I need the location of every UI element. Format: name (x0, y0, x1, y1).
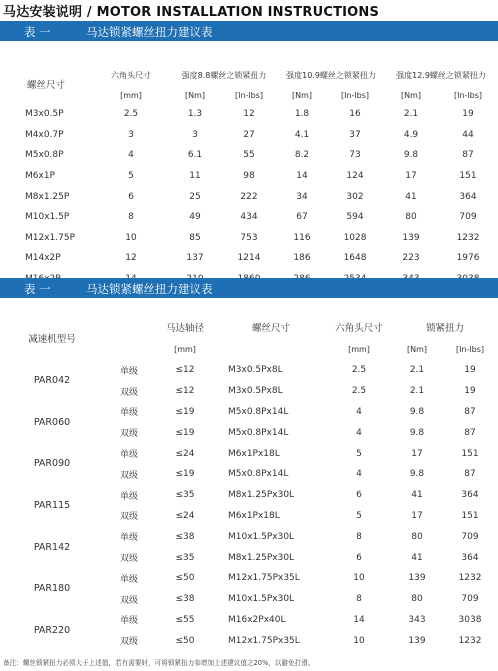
value-cell: 49 (189, 212, 201, 223)
value-cell: 223 (402, 253, 420, 264)
unit-cell: [Nm] (401, 91, 422, 100)
value-cell: ≤35 (175, 552, 195, 563)
value-cell: ≤24 (175, 448, 195, 459)
col-screw-header: 螺丝尺寸 (251, 323, 290, 334)
value-cell: 14 (296, 171, 308, 182)
value-cell: 1232 (456, 232, 480, 243)
value-cell: 73 (349, 150, 361, 161)
value-cell: 41 (405, 191, 417, 202)
value-cell: ≤12 (175, 365, 195, 376)
value-cell: 27 (243, 129, 255, 140)
value-cell: 25 (189, 191, 201, 202)
unit-cell: [In-lbs] (454, 91, 483, 100)
stage-cell: 单级 (119, 616, 138, 627)
value-cell: 8 (128, 212, 134, 223)
stage-cell: 单级 (119, 574, 138, 585)
value-cell: 222 (240, 191, 258, 202)
value-cell: 151 (461, 448, 479, 459)
screw-size-cell: M16x2Px40L (228, 614, 286, 625)
section1-header-bar (0, 21, 498, 41)
value-cell: 10 (353, 573, 365, 584)
value-cell: 1028 (343, 232, 367, 243)
value-cell: 6 (356, 552, 362, 563)
screw-size-cell: M12x1.75P (25, 232, 76, 243)
value-cell: ≤50 (175, 635, 195, 646)
table-row (0, 248, 498, 269)
value-cell: 3 (192, 129, 198, 140)
screw-size-cell: M5x0.8Px14L (228, 406, 289, 417)
value-cell: 17 (411, 510, 423, 521)
value-cell: 9.8 (403, 150, 419, 161)
value-cell: 137 (186, 253, 204, 264)
reducer-torque-table (0, 316, 498, 651)
value-cell: 2.1 (409, 365, 425, 376)
value-cell: 1214 (237, 253, 261, 264)
value-cell: 4 (356, 427, 362, 438)
value-cell: 34 (296, 191, 308, 202)
unit-cell: [In-lbs] (455, 344, 485, 354)
value-cell: 1648 (343, 253, 367, 264)
value-cell: 3 (128, 129, 134, 140)
value-cell: 87 (464, 427, 476, 438)
value-cell: ≤38 (175, 594, 195, 605)
unit-cell: [mm] (174, 344, 196, 354)
stage-cell: 双级 (119, 554, 138, 565)
col-grade-12-9-header: 强度12.9螺丝之锁紧扭力 (396, 71, 486, 80)
screw-size-cell: M8x1.25Px30L (228, 552, 295, 563)
unit-cell: [Nm] (292, 91, 313, 100)
value-cell: 6 (356, 490, 362, 501)
value-cell: 5 (356, 510, 362, 521)
table-row (0, 104, 498, 125)
table-row (0, 228, 498, 249)
section1-table-number: 表 一 (24, 25, 51, 39)
stage-cell: 双级 (119, 470, 138, 481)
value-cell: 5 (128, 171, 134, 182)
value-cell: 343 (408, 614, 426, 625)
value-cell: 4.1 (294, 129, 310, 140)
value-cell: 139 (408, 573, 426, 584)
value-cell: ≤24 (175, 510, 195, 521)
value-cell: 186 (293, 253, 311, 264)
section1-heading: 马达锁紧螺丝扭力建议表 (86, 25, 213, 39)
value-cell: 2.5 (351, 365, 367, 376)
value-cell: 2.1 (403, 109, 419, 120)
value-cell: 19 (464, 386, 476, 397)
value-cell: 151 (461, 510, 479, 521)
value-cell: 753 (240, 232, 258, 243)
stage-cell: 双级 (119, 595, 138, 606)
value-cell: 2.5 (123, 109, 139, 120)
value-cell: 8 (356, 594, 362, 605)
section2-heading: 马达锁紧螺丝扭力建议表 (86, 282, 213, 296)
value-cell: 17 (411, 448, 423, 459)
screw-size-cell: M10x1.5P (25, 212, 70, 223)
value-cell: 41 (411, 552, 423, 563)
col-shaft-header: 马达轴径 (165, 323, 204, 334)
value-cell: 87 (464, 469, 476, 480)
table-row (0, 145, 498, 166)
value-cell: 124 (346, 171, 364, 182)
value-cell: 364 (461, 490, 479, 501)
value-cell: 12 (243, 109, 255, 120)
screw-size-cell: M10x1.5Px30L (228, 594, 295, 605)
value-cell: 4.9 (403, 129, 419, 140)
table-row (0, 125, 498, 146)
value-cell: 9.8 (409, 427, 425, 438)
screw-size-cell: M8x1.25P (25, 191, 70, 202)
value-cell: 1232 (458, 573, 482, 584)
screw-size-cell: M3x0.5Px8L (228, 386, 283, 397)
table-row (0, 485, 498, 506)
model-name-cell: PAR090 (33, 458, 71, 470)
value-cell: 434 (240, 212, 258, 223)
value-cell: 11 (189, 171, 201, 182)
table-row (0, 207, 498, 228)
col-grade-10-9-header: 强度10.9螺丝之锁紧扭力 (286, 71, 376, 80)
value-cell: 6 (128, 191, 134, 202)
value-cell: 4 (128, 150, 134, 161)
value-cell: 55 (243, 150, 255, 161)
value-cell: 14 (353, 614, 365, 625)
table-row (0, 360, 498, 381)
stage-cell: 双级 (119, 429, 138, 440)
value-cell: 1232 (458, 635, 482, 646)
value-cell: 12 (125, 253, 137, 264)
stage-cell: 单级 (119, 533, 138, 544)
value-cell: 16 (349, 109, 361, 120)
screw-size-cell: M10x1.5Px30L (228, 531, 295, 542)
value-cell: ≤55 (175, 614, 195, 625)
col-grade-8-8-header: 强度8.8螺丝之锁紧扭力 (181, 71, 267, 80)
table-row (0, 568, 498, 589)
value-cell: 1.3 (187, 109, 203, 120)
value-cell: 116 (293, 232, 311, 243)
model-name-cell: PAR142 (33, 541, 71, 553)
screw-torque-table (0, 64, 498, 289)
value-cell: 41 (411, 490, 423, 501)
value-cell: 364 (461, 552, 479, 563)
value-cell: 2.5 (351, 386, 367, 397)
value-cell: ≤19 (175, 469, 195, 480)
value-cell: 302 (346, 191, 364, 202)
screw-size-cell: M3x0.5Px8L (228, 365, 283, 376)
screw-size-cell: M12x1.75Px35L (228, 635, 300, 646)
value-cell: ≤38 (175, 531, 195, 542)
value-cell: 709 (461, 594, 479, 605)
value-cell: 1976 (456, 253, 480, 264)
value-cell: 19 (464, 365, 476, 376)
stage-cell: 双级 (119, 637, 138, 648)
value-cell: 151 (459, 171, 477, 182)
unit-cell: [mm] (120, 91, 142, 100)
stage-cell: 单级 (119, 450, 138, 461)
table-row (0, 402, 498, 423)
value-cell: 364 (459, 191, 477, 202)
stage-cell: 双级 (119, 512, 138, 523)
unit-cell: [Nm] (184, 91, 206, 100)
value-cell: 709 (461, 531, 479, 542)
value-cell: ≤19 (175, 406, 195, 417)
value-cell: 6.1 (187, 150, 203, 161)
value-cell: 80 (411, 531, 423, 542)
table-row (0, 610, 498, 631)
unit-cell: [mm] (348, 344, 370, 354)
value-cell: 4 (356, 406, 362, 417)
table-row (0, 186, 498, 207)
value-cell: 10 (353, 635, 365, 646)
screw-size-cell: M3x0.5P (25, 109, 64, 120)
value-cell: 8.2 (294, 150, 310, 161)
model-name-cell: PAR060 (33, 416, 71, 428)
value-cell: 8 (356, 531, 362, 542)
stage-cell: 单级 (119, 408, 138, 419)
value-cell: 19 (462, 109, 474, 120)
value-cell: 10 (125, 232, 137, 243)
unit-cell: [Nm] (406, 344, 428, 354)
value-cell: 85 (189, 232, 201, 243)
value-cell: 80 (411, 594, 423, 605)
unit-cell: [In-lbs] (341, 91, 370, 100)
value-cell: 9.8 (409, 469, 425, 480)
stage-cell: 单级 (119, 491, 138, 502)
model-name-cell: PAR042 (33, 375, 71, 387)
value-cell: 5 (356, 448, 362, 459)
stage-cell: 双级 (119, 387, 138, 398)
screw-size-cell: M4x0.7P (25, 129, 64, 140)
value-cell: 37 (349, 129, 361, 140)
page-title: 马达安装说明 / MOTOR INSTALLATION INSTRUCTIONS (3, 5, 380, 20)
value-cell: ≤35 (175, 490, 195, 501)
value-cell: 98 (243, 171, 255, 182)
value-cell: 80 (405, 212, 417, 223)
value-cell: ≤12 (175, 386, 195, 397)
section2-header-bar (0, 278, 498, 298)
value-cell: 139 (408, 635, 426, 646)
value-cell: 44 (462, 129, 474, 140)
table-row (0, 166, 498, 187)
value-cell: ≤19 (175, 427, 195, 438)
screw-size-cell: M12x1.75Px35L (228, 573, 300, 584)
col-hex-header: 六角头尺寸 (111, 71, 151, 80)
model-name-cell: PAR115 (33, 500, 71, 512)
value-cell: ≤50 (175, 573, 195, 584)
value-cell: 139 (402, 232, 420, 243)
value-cell: 17 (405, 171, 417, 182)
table-row (0, 443, 498, 464)
value-cell: 67 (296, 212, 308, 223)
col-model-header: 减速机型号 (28, 334, 76, 345)
col-screw-size-header: 螺丝尺寸 (26, 80, 65, 91)
value-cell: 2.1 (409, 386, 425, 397)
screw-size-cell: M6x1P (25, 171, 55, 182)
col-hex-header-2: 六角头尺寸 (335, 323, 383, 334)
screw-size-cell: M14x2P (25, 253, 61, 264)
stage-cell: 单级 (119, 366, 138, 377)
model-name-cell: PAR220 (33, 624, 71, 636)
screw-size-cell: M5x0.8Px14L (228, 469, 289, 480)
unit-cell: [In-lbs] (234, 91, 264, 100)
screw-size-cell: M6x1Px18L (228, 448, 280, 459)
col-torque-header: 锁紧扭力 (426, 323, 465, 334)
value-cell: 709 (459, 212, 477, 223)
value-cell: 87 (462, 150, 474, 161)
value-cell: 4 (356, 469, 362, 480)
model-name-cell: PAR180 (33, 583, 71, 595)
screw-size-cell: M6x1Px18L (228, 510, 280, 521)
screw-size-cell: M8x1.25Px30L (228, 490, 295, 501)
value-cell: 9.8 (409, 406, 425, 417)
footnote: 备注：螺丝锁紧扭力必须大于上述值，若有需要时，可将锁紧扭力参增加上述建议值之20%，以避免打滑。 (3, 659, 315, 667)
table-row (0, 526, 498, 547)
screw-size-cell: M5x0.8Px14L (228, 427, 289, 438)
value-cell: 3038 (458, 614, 482, 625)
section2-table-number: 表 一 (24, 282, 51, 296)
value-cell: 87 (464, 406, 476, 417)
value-cell: 1.8 (294, 109, 310, 120)
value-cell: 594 (346, 212, 364, 223)
screw-size-cell: M5x0.8P (25, 150, 64, 161)
